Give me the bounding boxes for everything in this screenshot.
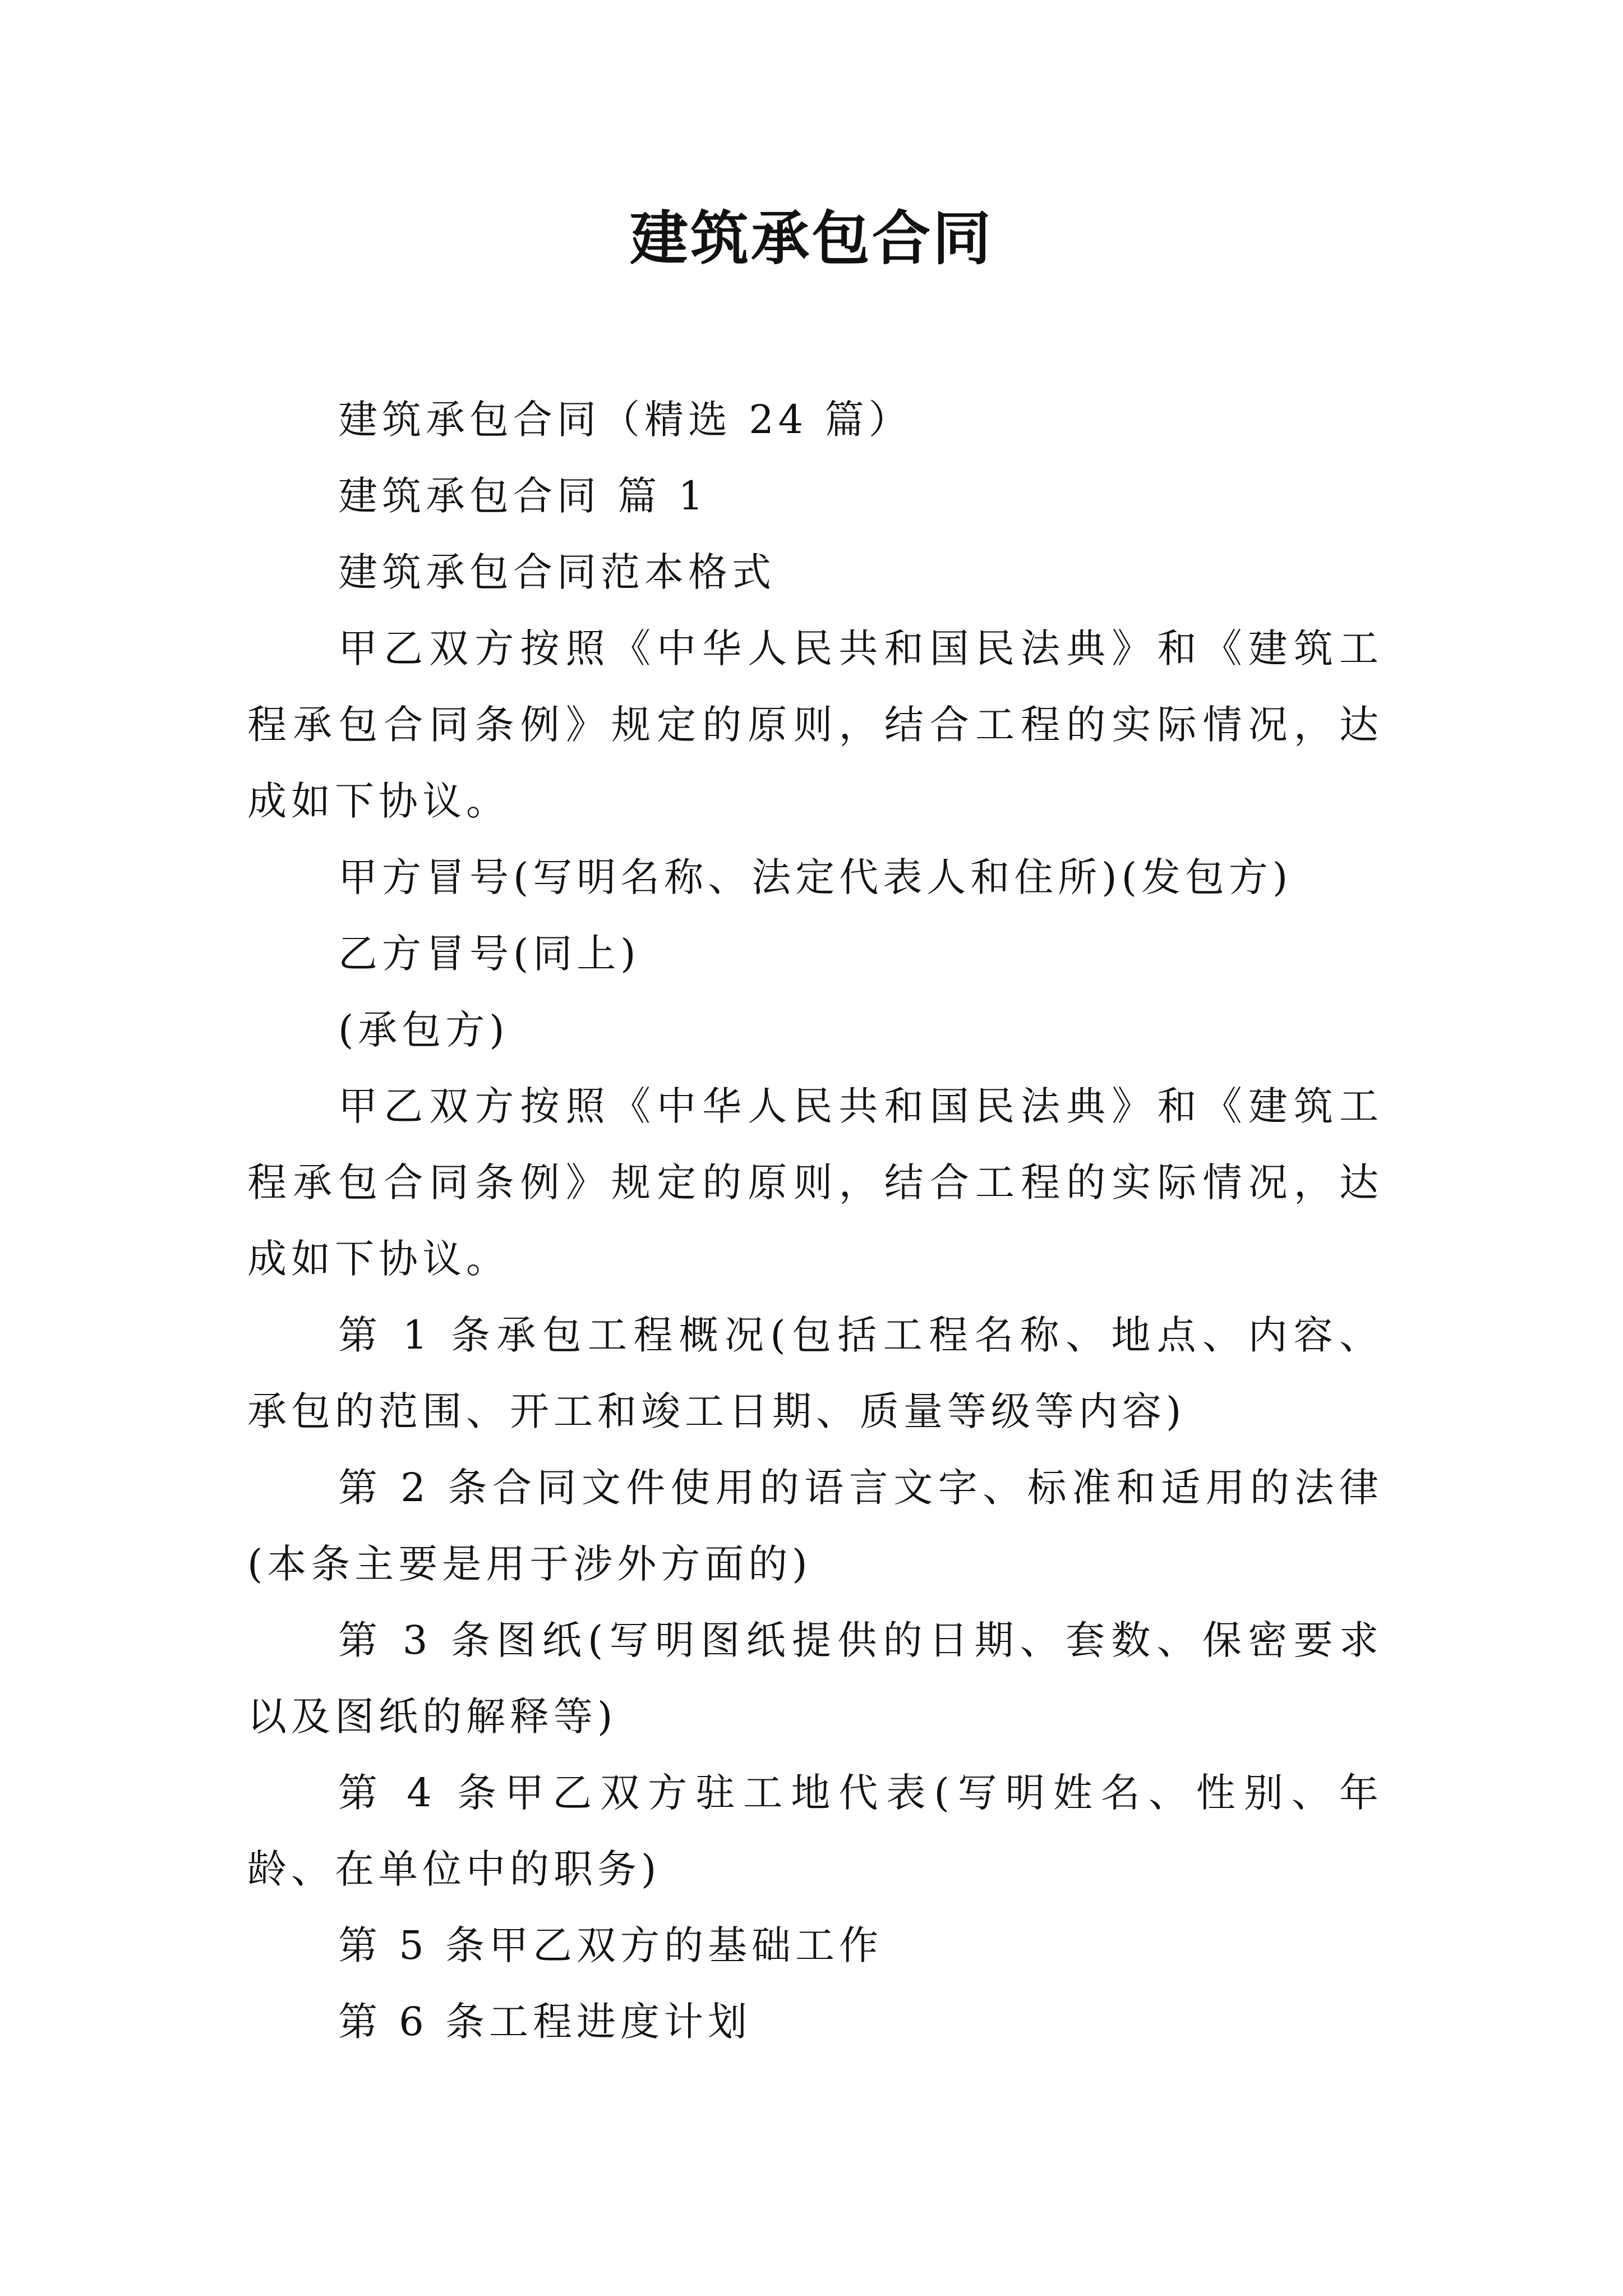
paragraph-subtitle: 建筑承包合同（精选 24 篇） xyxy=(338,397,912,443)
paragraph-article-3: 第 3 条图纸(写明图纸提供的日期、套数、保密要求以及图纸的解释等) xyxy=(247,1617,1383,1740)
document-body xyxy=(247,381,1383,2060)
paragraph-article-4: 第 4 条甲乙双方驻工地代表(写明姓名、性别、年龄、在单位中的职务) xyxy=(247,1770,1383,1892)
paragraph: 甲乙双方按照《中华人民共和国民法典》和《建筑工程承包合同条例》规定的原则，结合工程的实际情况，达成如下协议。 xyxy=(247,625,1383,824)
paragraph-article-6: 第 6 条工程进度计划 xyxy=(338,1999,752,2045)
paragraph-party-a: 甲方冒号(写明名称、法定代表人和住所)(发包方) xyxy=(338,854,1293,900)
paragraph-article-1: 第 1 条承包工程概况(包括工程名称、地点、内容、承包的范围、开工和竣工日期、质量等级等内容) xyxy=(247,1312,1383,1434)
document-title: 建筑承包合同 xyxy=(629,204,993,273)
paragraph: 甲乙双方按照《中华人民共和国民法典》和《建筑工程承包合同条例》规定的原则，结合工程的实际情况，达成如下协议。 xyxy=(247,1083,1383,1282)
paragraph-party-b: 乙方冒号(同上) xyxy=(338,931,640,977)
paragraph-article-5: 第 5 条甲乙双方的基础工作 xyxy=(338,1922,883,1968)
paragraph-section-heading: 建筑承包合同 篇 1 xyxy=(338,473,708,519)
paragraph-article-2: 第 2 条合同文件使用的语言文字、标准和适用的法律(本条主要是用于涉外方面的) xyxy=(247,1465,1383,1587)
paragraph-template-heading: 建筑承包合同范本格式 xyxy=(338,549,776,595)
paragraph-contractor: (承包方) xyxy=(338,1007,509,1053)
